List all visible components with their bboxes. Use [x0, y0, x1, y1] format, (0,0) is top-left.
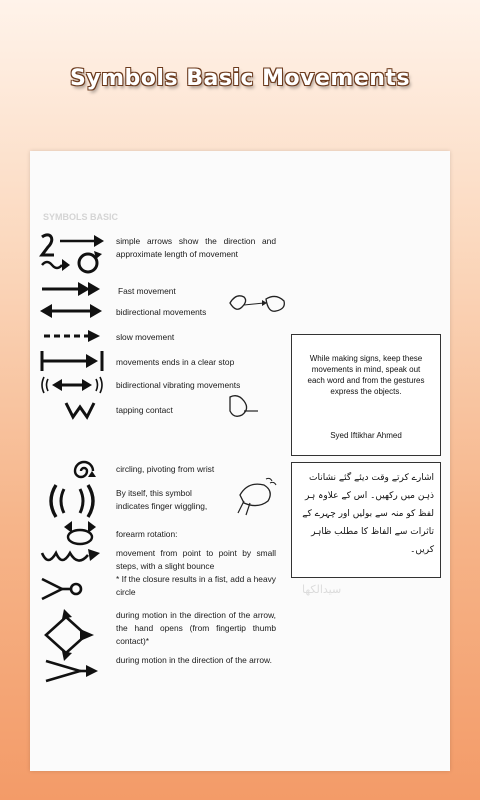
quote-author: Syed Iftikhar Ahmed [330, 431, 402, 440]
fast-movement-arrows-icon [40, 281, 102, 297]
item-clear-stop: movements ends in a clear stop [116, 357, 235, 367]
section-heading: SYMBOLS BASIC [43, 212, 119, 222]
item-slow-movement: slow movement [116, 332, 175, 342]
arrow-stop-icon [38, 349, 106, 373]
faint-urdu-text: سیدالکھا [302, 583, 342, 596]
item-circling: circling, pivoting from wrist [116, 464, 215, 474]
item-vibrating: bidirectional vibrating movements [116, 380, 241, 390]
item-bidirectional: bidirectional movements [116, 307, 207, 317]
quote-box [291, 334, 441, 456]
item-finger-wiggle: By itself, this symbol indicates finger wiggling, [116, 488, 208, 511]
item-hand-opens: during motion in the direction of the arrow, the hand opens (from fingertip thumb contact)* [116, 610, 276, 646]
wiggling-hand-icon [230, 475, 280, 519]
bidirectional-arrows-icon [40, 303, 102, 319]
hand-opens-icon [40, 607, 100, 663]
dashed-arrow-icon [42, 329, 102, 343]
item-bounce-steps: movement from point to point by small steps, with a slight bounce [116, 548, 276, 571]
item-forearm-rotation: forearm rotation: [116, 529, 178, 539]
item-hand-closes: during motion in the direction of the arrow. [116, 655, 272, 665]
item-closure-fist: * If the closure results in a fist, add a heavy circle [116, 574, 276, 597]
item-tapping: tapping contact [116, 405, 173, 415]
tapping-hand-icon [226, 391, 260, 421]
urdu-box [291, 462, 441, 578]
simple-arrows-icon [38, 231, 106, 275]
document-page [30, 151, 450, 771]
finger-wiggle-icon [42, 481, 102, 521]
hands-gesture-icon [226, 289, 288, 319]
closure-fist-icon [38, 575, 84, 603]
quote-text: While making signs, keep these movements in mind, speak out each word and from the gestures express the objects. [307, 354, 425, 396]
item-simple-arrows: simple arrows show the direction and approximate length of movement [116, 236, 276, 259]
tapping-contact-icon [64, 399, 98, 421]
page-title: Symbols Basic Movements [69, 66, 411, 91]
bounce-steps-icon [38, 547, 104, 573]
hand-closes-icon [44, 659, 100, 683]
app-header [0, 0, 480, 150]
vibrating-arrows-icon [40, 375, 104, 395]
forearm-rotation-icon [58, 519, 102, 547]
urdu-text: اشارے کرتے وقت دیئے گئے نشانات ذہن میں رکھیں۔ اس کے علاوہ ہر لفظ کو منہ سے بولیں اور چہرے کے تاثرات سے الفاظ کا مطلب ظاہر کریں۔ [302, 473, 434, 555]
item-fast-movement: Fast movement [118, 286, 176, 296]
